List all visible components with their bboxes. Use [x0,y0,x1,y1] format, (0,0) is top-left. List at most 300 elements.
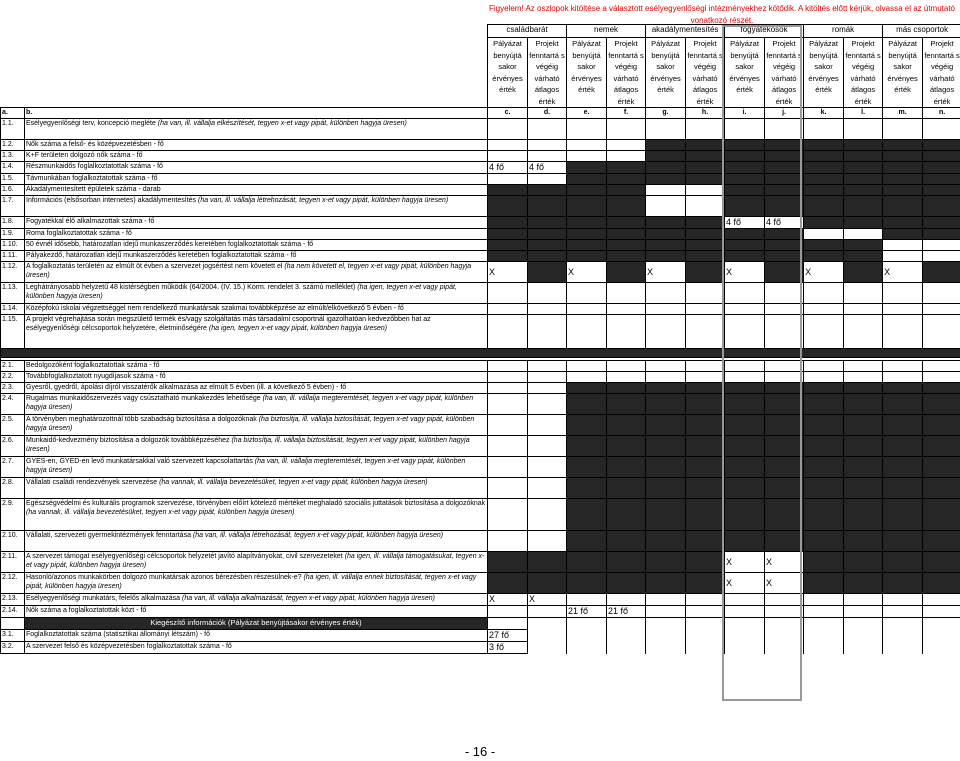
input-cell-k [804,394,844,415]
row-label [25,185,488,196]
row-number: 2.3. [1,383,25,394]
input-cell-i[interactable]: X [725,552,765,573]
input-cell-d[interactable] [528,372,567,383]
input-cell-d[interactable] [528,174,567,185]
input-cell-d[interactable] [528,606,567,618]
row-label-note: (ha igen, ill. vállalja ennek biztosítását, tegyen x-et vagy pipát, különben hagyja üresen) [26,574,477,590]
input-cell-n[interactable] [923,240,960,251]
row-label-note: (ha van, ill. vállalja megteremtését, tegyen x-et vagy pipát, különben hagyja üresen) [26,395,474,411]
input-cell-d[interactable] [528,478,567,499]
input-cell-f [607,240,646,251]
input-cell-i[interactable] [725,361,765,372]
input-cell-c[interactable] [488,606,528,618]
input-cell-e[interactable] [567,304,607,315]
empty-cell [725,630,765,642]
input-cell-m [883,457,923,478]
row-label-text: Roma foglalkoztatottak száma - fő [26,230,132,237]
input-cell-d[interactable]: 4 fő [528,162,567,174]
input-cell-l [844,151,883,162]
input-cell-j [765,162,804,174]
table-row [1,229,960,240]
row-label-note: (ha van, ill. vállalja létrehozását, tegyen x-et vagy pipát, különben hagyja üresen) [192,532,444,539]
input-cell-c[interactable] [488,478,528,499]
input-cell-j [765,151,804,162]
input-cell-c[interactable] [488,304,528,315]
input-cell-d [528,185,567,196]
input-cell-m [883,394,923,415]
input-cell-l[interactable] [844,361,883,372]
input-cell-h[interactable] [686,315,725,349]
input-cell-j [765,262,804,283]
row-label [25,372,488,383]
row-label-text: Távmunkában foglalkoztatottak száma - fő [26,175,158,182]
column-letter: f. [607,108,646,119]
row-label [25,229,488,240]
input-cell-d[interactable] [528,383,567,394]
section3-header: Kiegészítő információk (Pályázat benyújtásakor érvényes érték) [25,618,488,630]
input-cell-i[interactable] [725,283,765,304]
input-cell-i [725,196,765,217]
input-cell-n[interactable] [923,251,960,262]
input-cell-f[interactable] [607,151,646,162]
input-cell-n[interactable] [923,361,960,372]
input-cell-c[interactable] [488,394,528,415]
column-letter: m. [883,108,923,119]
input-cell-e[interactable] [567,151,607,162]
input-cell-d[interactable] [528,361,567,372]
row-number: 1.11. [1,251,25,262]
input-cell-j[interactable]: 4 fő [765,217,804,229]
input-cell-k[interactable] [804,304,844,315]
input-cell-l [844,383,883,394]
input-cell-f[interactable] [607,372,646,383]
row-number: 2.2. [1,372,25,383]
input-cell-k[interactable] [804,315,844,349]
input-cell-d[interactable] [528,499,567,531]
empty-cell [686,642,725,654]
input-cell-k [804,185,844,196]
subheader-m: Pályázat benyújtá sakor érvényes érték [883,38,923,108]
input-cell-c[interactable] [488,151,528,162]
input-cell-n[interactable] [923,594,960,606]
input-cell-l [844,185,883,196]
input-cell-m[interactable] [883,606,923,618]
input-cell-d[interactable] [528,457,567,478]
row-number: 1.2. [1,140,25,151]
input-cell-l[interactable] [844,304,883,315]
input-cell-i [725,415,765,436]
input-cell-i[interactable] [725,119,765,140]
input-cell-i[interactable] [725,304,765,315]
row-number: 1.9. [1,229,25,240]
column-letter: k. [804,108,844,119]
input-cell-i [725,185,765,196]
table-row [1,304,960,315]
empty-cell [804,630,844,642]
input-cell-g [646,552,686,573]
input-cell-k [804,240,844,251]
input-cell-c[interactable]: X [488,594,528,606]
input-cell-e[interactable] [567,140,607,151]
input-cell-d [528,552,567,573]
input-cell-j[interactable]: X [765,573,804,594]
input-cell-i[interactable] [725,372,765,383]
input-cell-m[interactable] [883,251,923,262]
input-cell-g[interactable] [646,196,686,217]
input-cell-i[interactable] [725,315,765,349]
table-row [1,283,960,304]
input-cell-l [844,499,883,531]
input-cell-k[interactable] [804,372,844,383]
input-cell-m [883,383,923,394]
input-cell-n[interactable] [923,315,960,349]
input-cell-g[interactable] [646,185,686,196]
input-cell-i [725,478,765,499]
input-cell-f[interactable] [607,361,646,372]
input-cell-f [607,251,646,262]
input-cell-g [646,573,686,594]
input-cell-g[interactable]: X [646,262,686,283]
input-cell-e[interactable] [567,119,607,140]
input-cell-m [883,162,923,174]
input-cell-f[interactable] [607,594,646,606]
input-cell-h [686,499,725,531]
input-cell-l[interactable] [844,283,883,304]
input-cell-j [765,174,804,185]
input-cell-h[interactable] [686,361,725,372]
input-cell-n [923,394,960,415]
input-cell-k[interactable] [804,594,844,606]
input-cell-c[interactable] [488,415,528,436]
group-header: más csoportok [883,25,960,38]
input-cell-g[interactable] [646,372,686,383]
input-cell-m[interactable] [883,304,923,315]
input-cell-m[interactable] [883,119,923,140]
empty-cell [646,642,686,654]
input-cell-m[interactable] [883,594,923,606]
input-cell-j[interactable] [765,283,804,304]
input-cell-n [923,383,960,394]
input-cell-l[interactable] [844,229,883,240]
input-cell-n [923,140,960,151]
input-cell-h[interactable] [686,185,725,196]
empty-cell [844,642,883,654]
input-cell-c[interactable]: 4 fő [488,162,528,174]
input-cell-f [607,499,646,531]
section3-header-empty [686,618,725,630]
input-cell-g [646,151,686,162]
input-cell-g[interactable] [646,594,686,606]
input-cell-f[interactable] [607,315,646,349]
input-cell-e[interactable] [567,361,607,372]
input-cell-k[interactable] [804,361,844,372]
input-cell-k[interactable]: X [804,262,844,283]
input-cell-j[interactable] [765,361,804,372]
input-cell-g[interactable] [646,315,686,349]
input-cell-k[interactable] [804,283,844,304]
empty-cell [646,630,686,642]
input-cell-j[interactable] [765,315,804,349]
input-cell-h[interactable] [686,304,725,315]
input-cell-d[interactable] [528,315,567,349]
input-cell-l [844,531,883,552]
row-label [25,415,488,436]
input-cell-m [883,229,923,240]
input-cell-m [883,436,923,457]
input-cell-g [646,383,686,394]
input-cell-e[interactable]: 21 fő [567,606,607,618]
input-cell-d[interactable] [528,436,567,457]
input-cell-f[interactable] [607,304,646,315]
table-row [1,383,960,394]
input-cell-d[interactable]: X [528,594,567,606]
input-cell-j[interactable] [765,594,804,606]
input-cell-n[interactable] [923,119,960,140]
input-cell-c[interactable] [488,315,528,349]
input-cell-k[interactable] [804,606,844,618]
input-cell-m[interactable] [883,315,923,349]
input-cell-i [725,174,765,185]
input-cell-n [923,552,960,573]
input-cell-c [488,196,528,217]
table-row [1,478,960,499]
group-header: fogyatékosok [725,25,804,38]
input-cell-m [883,196,923,217]
input-cell-m [883,185,923,196]
input-cell-c[interactable] [488,361,528,372]
input-cell-d [528,217,567,229]
page-number: - 16 - [464,744,496,759]
input-cell-h [686,531,725,552]
separator-band [1,349,960,358]
table-row [1,174,960,185]
value-cell-c[interactable]: 27 fő [488,630,528,642]
input-cell-c [488,240,528,251]
input-cell-m[interactable] [883,283,923,304]
section3-header-empty [923,618,960,630]
input-cell-m[interactable] [883,361,923,372]
input-cell-i[interactable] [725,606,765,618]
column-letter: g. [646,108,686,119]
input-cell-e[interactable] [567,372,607,383]
column-letter: b. [25,108,488,119]
input-cell-c[interactable] [488,383,528,394]
table-row [1,151,960,162]
input-cell-f[interactable]: 21 fő [607,606,646,618]
input-cell-l [844,436,883,457]
input-cell-e [567,251,607,262]
column-letter-row [1,108,960,119]
input-cell-f[interactable] [607,140,646,151]
input-cell-e[interactable] [567,315,607,349]
input-cell-j[interactable] [765,372,804,383]
input-cell-c[interactable]: X [488,262,528,283]
input-cell-h [686,151,725,162]
input-cell-k[interactable] [804,119,844,140]
input-cell-d[interactable] [528,140,567,151]
input-cell-g[interactable] [646,304,686,315]
input-cell-c [488,251,528,262]
header-blank [1,25,488,38]
input-cell-g[interactable] [646,119,686,140]
row-number: 3.1. [1,630,25,642]
input-cell-h[interactable] [686,372,725,383]
input-cell-c[interactable] [488,499,528,531]
input-cell-d[interactable] [528,415,567,436]
input-cell-d[interactable] [528,283,567,304]
input-cell-l[interactable] [844,372,883,383]
input-cell-f [607,573,646,594]
input-cell-i[interactable]: X [725,262,765,283]
column-letter: c. [488,108,528,119]
input-cell-h[interactable] [686,606,725,618]
subheader-n: Projekt fenntartá s végéig várható átlagos érték [924,39,960,106]
input-cell-d[interactable] [528,304,567,315]
input-cell-j [765,436,804,457]
row-label [25,304,488,315]
row-label-text: Akadálymentesített épületek száma - darab [26,186,161,193]
row-label-text: Vállalati családi rendezvények szervezése [26,479,160,486]
input-cell-h [686,162,725,174]
input-cell-g[interactable] [646,283,686,304]
input-cell-c[interactable] [488,174,528,185]
row-label [25,162,488,174]
empty-cell [607,642,646,654]
input-cell-e[interactable] [567,594,607,606]
group-header: családbarát [488,25,567,38]
row-number: 1.4. [1,162,25,174]
input-cell-e[interactable]: X [567,262,607,283]
subheader-g: Pályázat benyújtá sakor érvényes érték [646,38,686,108]
input-cell-j[interactable] [765,304,804,315]
input-cell-h [686,229,725,240]
input-cell-f [607,217,646,229]
input-cell-g[interactable] [646,606,686,618]
input-cell-k[interactable] [804,229,844,240]
input-cell-i[interactable]: X [725,573,765,594]
input-cell-h [686,217,725,229]
subheader-j: Projekt fenntartá s végéig várható átlagos érték [766,39,802,106]
input-cell-k [804,415,844,436]
input-cell-j[interactable] [765,119,804,140]
value-cell-c[interactable]: 3 fő [488,642,528,654]
input-cell-m[interactable]: X [883,262,923,283]
input-cell-c[interactable] [488,531,528,552]
input-cell-d[interactable] [528,119,567,140]
empty-cell [765,642,804,654]
input-cell-f[interactable] [607,283,646,304]
table-row [1,642,960,654]
input-cell-l[interactable] [844,315,883,349]
input-cell-c[interactable] [488,283,528,304]
input-cell-f [607,552,646,573]
input-cell-e [567,457,607,478]
row-label [25,478,488,499]
input-cell-f[interactable] [607,119,646,140]
empty-cell [686,630,725,642]
table-row [1,240,960,251]
input-cell-f [607,162,646,174]
input-cell-f [607,436,646,457]
input-cell-c[interactable] [488,372,528,383]
table-row [1,162,960,174]
input-cell-l[interactable] [844,119,883,140]
input-cell-h[interactable] [686,594,725,606]
input-cell-n[interactable] [923,606,960,618]
input-cell-m [883,499,923,531]
row-label-text: Középfokú iskolai végzettséggel nem rendelkező munkatársak szakmai továbbképzése az elmúlt/elkövetkező 5 évben - fő [26,305,404,312]
input-cell-i[interactable]: 4 fő [725,217,765,229]
empty-cell [883,630,923,642]
input-cell-l [844,552,883,573]
row-label-text: Esélyegyenlőségi munkatárs, felelős alkalmazása [26,595,183,602]
input-cell-l [844,262,883,283]
input-cell-k [804,140,844,151]
input-cell-f [607,478,646,499]
input-cell-n[interactable] [923,304,960,315]
table-row [1,251,960,262]
input-cell-n [923,151,960,162]
subheader-c: Pályázat benyújtá sakor érvényes érték [488,38,528,108]
row-label [25,499,488,531]
input-cell-c[interactable] [488,140,528,151]
row-label [25,361,488,372]
input-cell-c[interactable] [488,457,528,478]
input-cell-h[interactable] [686,196,725,217]
input-cell-j [765,478,804,499]
row-label [25,262,488,283]
input-cell-j [765,457,804,478]
input-cell-e[interactable] [567,283,607,304]
input-cell-d[interactable] [528,394,567,415]
input-cell-j[interactable] [765,606,804,618]
input-cell-f [607,457,646,478]
input-cell-j[interactable]: X [765,552,804,573]
input-cell-l[interactable] [844,606,883,618]
input-cell-k [804,383,844,394]
row-label-text: A foglalkoztatás területén az elmúlt öt évben a szervezet jogsértést nem követett el [26,263,285,270]
input-cell-i[interactable] [725,594,765,606]
input-cell-d [528,262,567,283]
input-cell-h[interactable] [686,119,725,140]
input-cell-g[interactable] [646,361,686,372]
input-cell-g [646,217,686,229]
input-cell-d [528,229,567,240]
section3-header-empty [567,618,607,630]
input-cell-c[interactable] [488,119,528,140]
row-number: 1.5. [1,174,25,185]
table-row [1,361,960,372]
row-number: 3.2. [1,642,25,654]
input-cell-e [567,162,607,174]
input-cell-n[interactable] [923,372,960,383]
input-cell-h [686,174,725,185]
input-cell-h[interactable] [686,283,725,304]
input-cell-j [765,531,804,552]
input-cell-n [923,262,960,283]
input-cell-n [923,174,960,185]
input-cell-l[interactable] [844,594,883,606]
input-cell-d[interactable] [528,531,567,552]
input-cell-c[interactable] [488,436,528,457]
input-cell-n[interactable] [923,283,960,304]
input-cell-n [923,499,960,531]
input-cell-m[interactable] [883,372,923,383]
empty-cell [567,642,607,654]
input-cell-m[interactable] [883,240,923,251]
input-cell-d[interactable] [528,151,567,162]
input-cell-n [923,531,960,552]
